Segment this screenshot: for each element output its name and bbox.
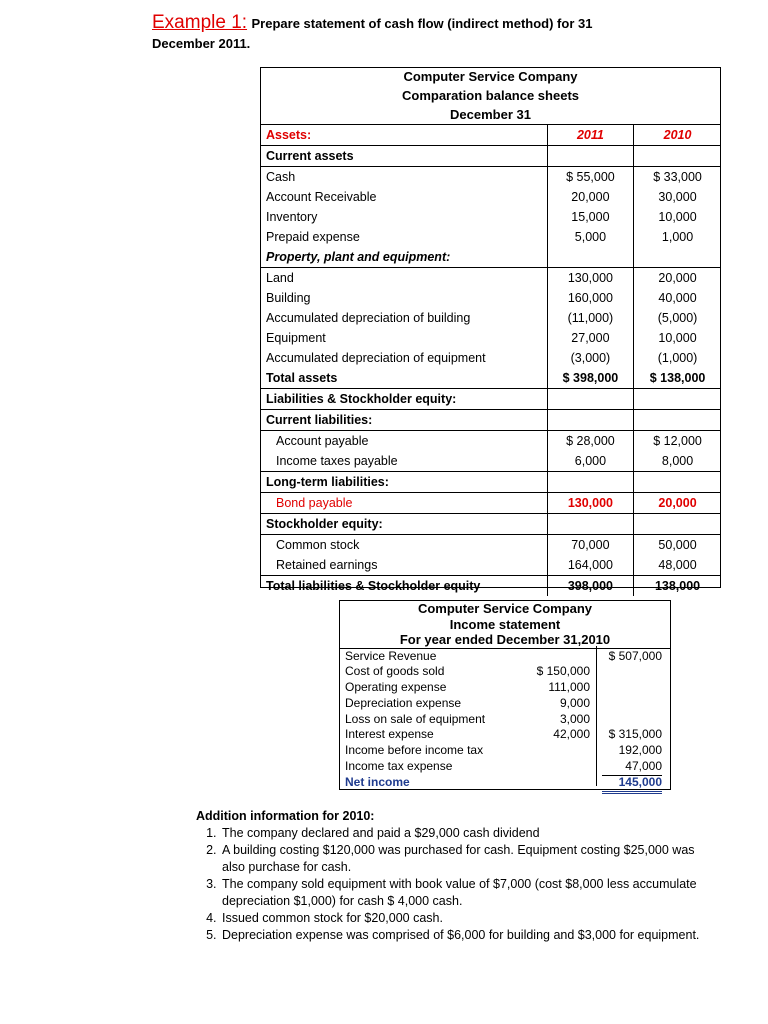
row-label: Income tax expense — [345, 759, 453, 774]
year-2010-header: 2010 — [634, 125, 721, 146]
value-2011 — [547, 247, 633, 268]
table-row — [260, 555, 721, 576]
row-label: Property, plant and equipment: — [260, 247, 547, 268]
table-row — [260, 431, 721, 452]
row-label: Net income — [345, 774, 410, 789]
row-label: Accumulated depreciation of equipment — [260, 348, 547, 368]
table-row — [260, 146, 721, 167]
table-row — [260, 389, 721, 410]
value-2011: 20,000 — [547, 187, 633, 207]
value-2010 — [634, 410, 721, 431]
value-2011: $ 398,000 — [547, 368, 633, 389]
additional-information — [196, 808, 716, 944]
value-2010: 40,000 — [658, 291, 697, 305]
row-label: Depreciation expense — [345, 695, 462, 710]
balance-sheet-date: December 31 — [450, 107, 531, 122]
table-row — [260, 451, 721, 472]
list-item: 1. The company declared and paid a $29,000 cash dividend — [220, 825, 716, 842]
income-statement — [339, 600, 671, 790]
value-2011: 6,000 — [547, 451, 633, 472]
row-label: Cash — [260, 167, 547, 188]
row-label: Building — [260, 288, 547, 308]
value-2011 — [547, 472, 633, 493]
row-label: Common stock — [260, 535, 547, 556]
row-label: Bond payable — [260, 493, 547, 514]
row-label: Equipment — [260, 328, 547, 348]
instruction-text-line2: December 2011. — [152, 36, 251, 51]
value-2011: 130,000 — [547, 268, 633, 289]
list-item — [340, 743, 670, 759]
value-2010: $ 33,000 — [653, 170, 702, 184]
value-2011: 160,000 — [547, 288, 633, 308]
table-row — [260, 493, 721, 514]
list-item — [340, 775, 670, 791]
income-statement-company: Computer Service Company — [417, 601, 593, 616]
value-2010: 8,000 — [634, 451, 721, 472]
table-row — [260, 227, 721, 247]
row-label: Long-term liabilities: — [260, 472, 547, 493]
row-label: Land — [260, 268, 547, 289]
row-label: Income before income tax — [345, 743, 484, 758]
value-2010: 138,000 — [654, 579, 701, 593]
value-2011 — [547, 389, 633, 410]
value-2011: $ 28,000 — [547, 431, 633, 452]
assets-header: Assets: — [260, 125, 547, 146]
table-row — [260, 187, 721, 207]
value-2010: (1,000) — [657, 351, 698, 365]
right-value: 145,000 — [602, 775, 662, 794]
table-row — [260, 472, 721, 493]
value-2011: 15,000 — [547, 207, 633, 227]
exercise-heading — [152, 12, 712, 51]
row-label: Liabilities & Stockholder equity: — [260, 389, 547, 410]
income-statement-period: For year ended December 31,2010 — [340, 632, 670, 649]
value-2011: 5,000 — [547, 227, 633, 247]
mid-value: 42,000 — [553, 727, 590, 742]
mid-value: 9,000 — [559, 695, 590, 710]
mid-value: 3,000 — [559, 711, 590, 726]
instruction-text: Prepare statement of cash flow (indirect method) for 31 — [251, 16, 593, 31]
value-2010: 10,000 — [658, 210, 697, 224]
example-label: Example 1: — [152, 12, 248, 33]
value-2010: 1,000 — [661, 230, 694, 244]
table-row — [260, 348, 721, 368]
row-label: Cost of goods sold — [345, 664, 445, 679]
balance-sheet-header-row — [260, 125, 721, 146]
value-2010: 20,000 — [634, 493, 721, 514]
row-label: Current liabilities: — [260, 410, 547, 431]
row-label: Current assets — [260, 146, 547, 167]
list-item: 4. Issued common stock for $20,000 cash. — [220, 910, 716, 927]
row-label: Prepaid expense — [260, 227, 547, 247]
right-value: $ 507,000 — [608, 648, 662, 663]
value-2010 — [634, 389, 721, 410]
balance-sheet-table — [260, 67, 721, 596]
list-item — [340, 664, 670, 680]
value-2010 — [634, 146, 721, 167]
table-row — [260, 288, 721, 308]
mid-value: 111,000 — [548, 680, 590, 695]
list-item: 5. Depreciation expense was comprised of $6,000 for building and $3,000 for equipment. — [220, 927, 716, 944]
value-2010: 48,000 — [634, 555, 721, 576]
value-2011: (11,000) — [547, 308, 633, 328]
table-row — [260, 207, 721, 227]
row-label: Interest expense — [345, 727, 434, 742]
row-label: Account payable — [260, 431, 547, 452]
value-2011 — [547, 146, 633, 167]
value-2011 — [547, 514, 633, 535]
row-label: Total assets — [260, 368, 547, 389]
row-label: Operating expense — [345, 680, 447, 695]
table-row — [260, 328, 721, 348]
list-item — [340, 696, 670, 712]
list-item — [340, 759, 670, 775]
value-2010: 30,000 — [658, 190, 697, 204]
value-2010: $ 138,000 — [634, 368, 721, 389]
table-row — [260, 535, 721, 556]
row-label: Inventory — [260, 207, 547, 227]
row-label: Accumulated depreciation of building — [260, 308, 547, 328]
right-value: 192,000 — [618, 743, 662, 758]
mid-value: $ 150,000 — [536, 664, 590, 679]
table-row — [260, 368, 721, 389]
right-value: 47,000 — [602, 759, 662, 776]
value-2011: 398,000 — [547, 576, 633, 597]
table-row — [260, 576, 721, 597]
table-row — [260, 308, 721, 328]
value-2011 — [547, 410, 633, 431]
additional-info-heading: Addition information for 2010: — [196, 809, 375, 823]
value-2011: 130,000 — [547, 493, 633, 514]
value-2011: $ 55,000 — [547, 167, 633, 188]
balance-sheet-company: Computer Service Company — [403, 69, 578, 84]
value-2011: (3,000) — [547, 348, 633, 368]
row-label: Service Revenue — [345, 648, 437, 663]
value-2011: 70,000 — [547, 535, 633, 556]
table-row — [260, 410, 721, 431]
value-2010 — [634, 472, 721, 493]
value-2010: (5,000) — [657, 311, 698, 325]
table-row — [260, 167, 721, 188]
row-label: Stockholder equity: — [260, 514, 547, 535]
list-item: 3. The company sold equipment with book value of $7,000 (cost $8,000 less accumulate depreciation $1,000) for cash $ 4,000 cash. — [220, 876, 716, 910]
row-label: Total liabilities & Stockholder equity — [260, 576, 547, 597]
list-item: 2. A building costing $120,000 was purchased for cash. Equipment costing $25,000 was also purchase for cash. — [220, 842, 716, 876]
list-item — [340, 727, 670, 743]
row-label: Loss on sale of equipment — [345, 711, 486, 726]
balance-sheet-subtitle: Comparation balance sheets — [402, 88, 579, 103]
list-item — [340, 712, 670, 728]
table-row — [260, 514, 721, 535]
right-value: $ 315,000 — [608, 727, 662, 742]
additional-info-list — [196, 825, 716, 944]
list-item — [340, 680, 670, 696]
row-label: Retained earnings — [260, 555, 547, 576]
value-2011: 27,000 — [547, 328, 633, 348]
row-label: Account Receivable — [260, 187, 547, 207]
list-item — [340, 649, 670, 665]
value-2010 — [634, 514, 721, 535]
table-row — [260, 268, 721, 289]
value-2010: 50,000 — [658, 538, 697, 552]
table-row — [260, 247, 721, 268]
row-label: Income taxes payable — [260, 451, 547, 472]
value-2010: $ 12,000 — [653, 434, 702, 448]
income-statement-title: Income statement — [449, 616, 561, 632]
value-2010 — [634, 247, 721, 268]
value-2010: 20,000 — [658, 271, 697, 285]
value-2011: 164,000 — [547, 555, 633, 576]
value-2010: 10,000 — [658, 331, 697, 345]
year-2011-header: 2011 — [547, 125, 633, 146]
